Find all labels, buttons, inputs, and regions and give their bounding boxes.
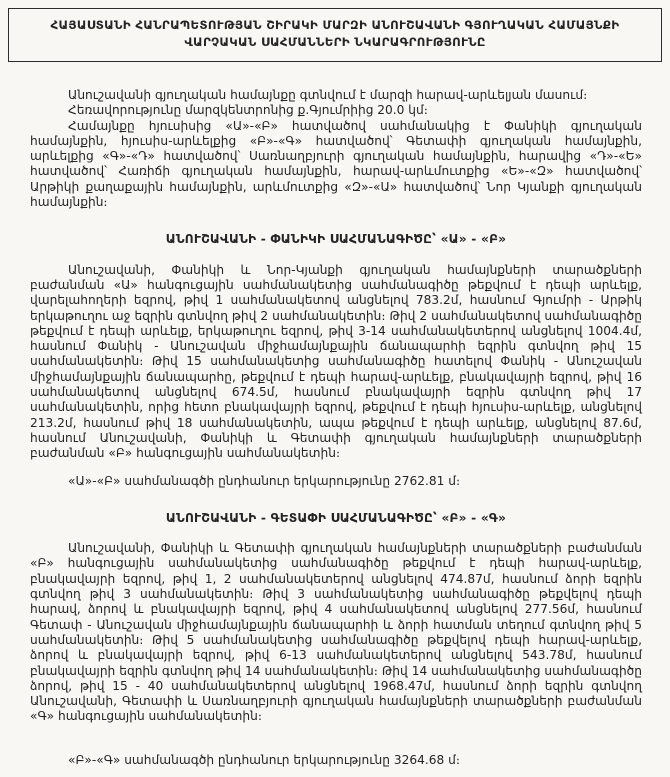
section1-heading: ԱՆՈՒՇԱՎԱՆԻ - ՓԱՆԻԿԻ ՍԱՀՄԱՆԱԳԻԾԸ՝ «Ա» - «Բ» [165, 232, 507, 247]
section1-total-length: «Ա»-«Բ» սահմանագծի ընդհանուր երկարությունը 2762.81 մ։ [68, 473, 461, 488]
document-title-line2: ՎԱՐՉԱԿԱՆ ՍԱՀՄԱՆՆԵՐԻ ՆԿԱՐԱԳՐՈՒԹՅՈՒՆԸ [184, 35, 486, 49]
document-title-box [8, 8, 662, 62]
document-body [30, 88, 642, 768]
intro-paragraph-distance: Հեռավորությունը մարզկենտրոնից ք.Գյումրիից 20.0 կմ։ [68, 103, 428, 118]
section1-border-description: Անուշավանի, Փանիկի և Նոր-Կյանքի գյուղական համայնքների տարածքների բաժանման «Ա» հանգուցային սահմանակետից սահմանագիծը թեքվում է դեպի արևելք, վարելահողերի եզրով, թիվ 1 սահմանակետով անցնելով 783.2մ, հասնում Գյումրի - Արթիկ երկաթուղու աջ եզրին գտնվող թիվ 2 սահմանակետին։ Թիվ 2 սահմանակետով սահմանագիծը թեքվում է դեպի արևելք, երկաթուղու եզրով, թիվ 3-14 սահմանակետերով անցնելով 1004.4մ, հասնում Փանիկ - Անուշավան միջհամայնքային ճանապարհի եզրին գտնվող թիվ 15 սահմանակետին։ Թիվ 15 սահմանակետից սահմանագիծը հատելով Փանիկ - Անուշավան միջհամայնքային ճանապարհը, թեքվում է դեպի հարավ-արևելք, բնակավայրի եզրով, թիվ 16 սահմանակետով անցնելով 674.5մ, հասնում բնակավայրի եզրին գտնվող թիվ 17 սահմանակետին, որից հետո բնակավայրի եզրով, թեքվում է դեպի հյուսիս-արևելք, անցնելով 213.2մ, հասնում թիվ 18 սահմանակետին, ապա թեքվում է դեպի արևելք, անցնելով 87.6մ, հասնում Անուշավանի, Փանիկի և Գետափի գյուղական համայնքների տարածքների բաժանման «Բ» հանգուցային սահմանակետին։ [30, 262, 642, 461]
section2-heading: ԱՆՈՒՇԱՎԱՆԻ - ԳԵՏԱՓԻ ՍԱՀՄԱՆԱԳԻԾԸ՝ «Բ» - «Գ» [165, 510, 507, 525]
intro-paragraph-neighbors: Համայնքը հյուսիսից «Ա»-«Բ» հատվածով սահմանակից է Փանիկի գյուղական համայնքին, հյուսիս-արևելքից «Բ»-«Գ» հատվածով՝ Գետափի գյուղական համայնքին, արևելքից «Գ»-«Դ» հատվածով՝ Սառնաղբյուրի գյուղական համայնքին, հարավից «Դ»-«Ե» հատվածով՝ Հառիճի գյուղական համայնքին, հարավ-արևմուտքից «Ե»-«Զ» հատվածով՝ Արթիկի քաղաքային համայնքին, արևմուտքից «Զ»-«Ա» հատվածով՝ Նոր Կյանքի գյուղական համայնքին։ [30, 118, 642, 210]
intro-paragraph-location: Անուշավանի գյուղական համայնքը գտնվում է մարզի հարավ-արևելյան մասում։ [68, 88, 588, 102]
section2-border-description: Անուշավանի, Փանիկի և Գետափի գյուղական համայնքների տարածքների բաժանման «Բ» հանգուցային սահմանակետից սահմանագիծը թեքվում է դեպի հարավ-արևելք, բնակավայրի եզրով, թիվ 1, 2 սահմանակետերով անցնելով 474.87մ, հասնում ձորի եզրին գտնվող թիվ 3 սահմանակետին։ Թիվ 3 սահմանակետից սահմանագիծը թեքվելով դեպի հարավ, ձորով և բնակավայրի եզրով, թիվ 4 սահմանակետով անցնելով 277.56մ, հասնում Գետափ - Անուշավան միջհամայնքային ճանապարհի և ձորի հատման տեղում գտնվող թիվ 5 սահմանակետին։ Թիվ 5 սահմանակետից սահմանագիծը թեքվելով դեպի հարավ-արևելք, ձորով և բնակավայրի եզրով, թիվ 6-13 սահմանակետերով անցնելով 543.78մ, հասնում բնակավայրի եզրին գտնվող թիվ 14 սահմանակետին։ Թիվ 14 սահմանակետից սահմանագիծը ձորով, թիվ 15 - 40 սահմանակետերով անցնելով 1968.47մ, հասնում ձորի եզրին գտնվող Անուշավանի, Գետափի և Սառնաղբյուրի գյուղական համայնքների տարածքների բաժանման «Գ» հանգուցային սահմանակետին։ [30, 541, 642, 724]
document-title-line1: ՀԱՅԱՍՏԱՆԻ ՀԱՆՐԱՊԵՏՈՒԹՅԱՆ ՇԻՐԱԿԻ ՄԱՐԶԻ ԱՆՈՒՇԱՎԱՆԻ ԳՅՈՒՂԱԿԱՆ ՀԱՄԱՅՆՔԻ [50, 18, 620, 32]
section2-total-length: «Բ»-«Գ» սահմանագծի ընդհանուր երկարությունը 3264.68 մ։ [68, 752, 460, 767]
